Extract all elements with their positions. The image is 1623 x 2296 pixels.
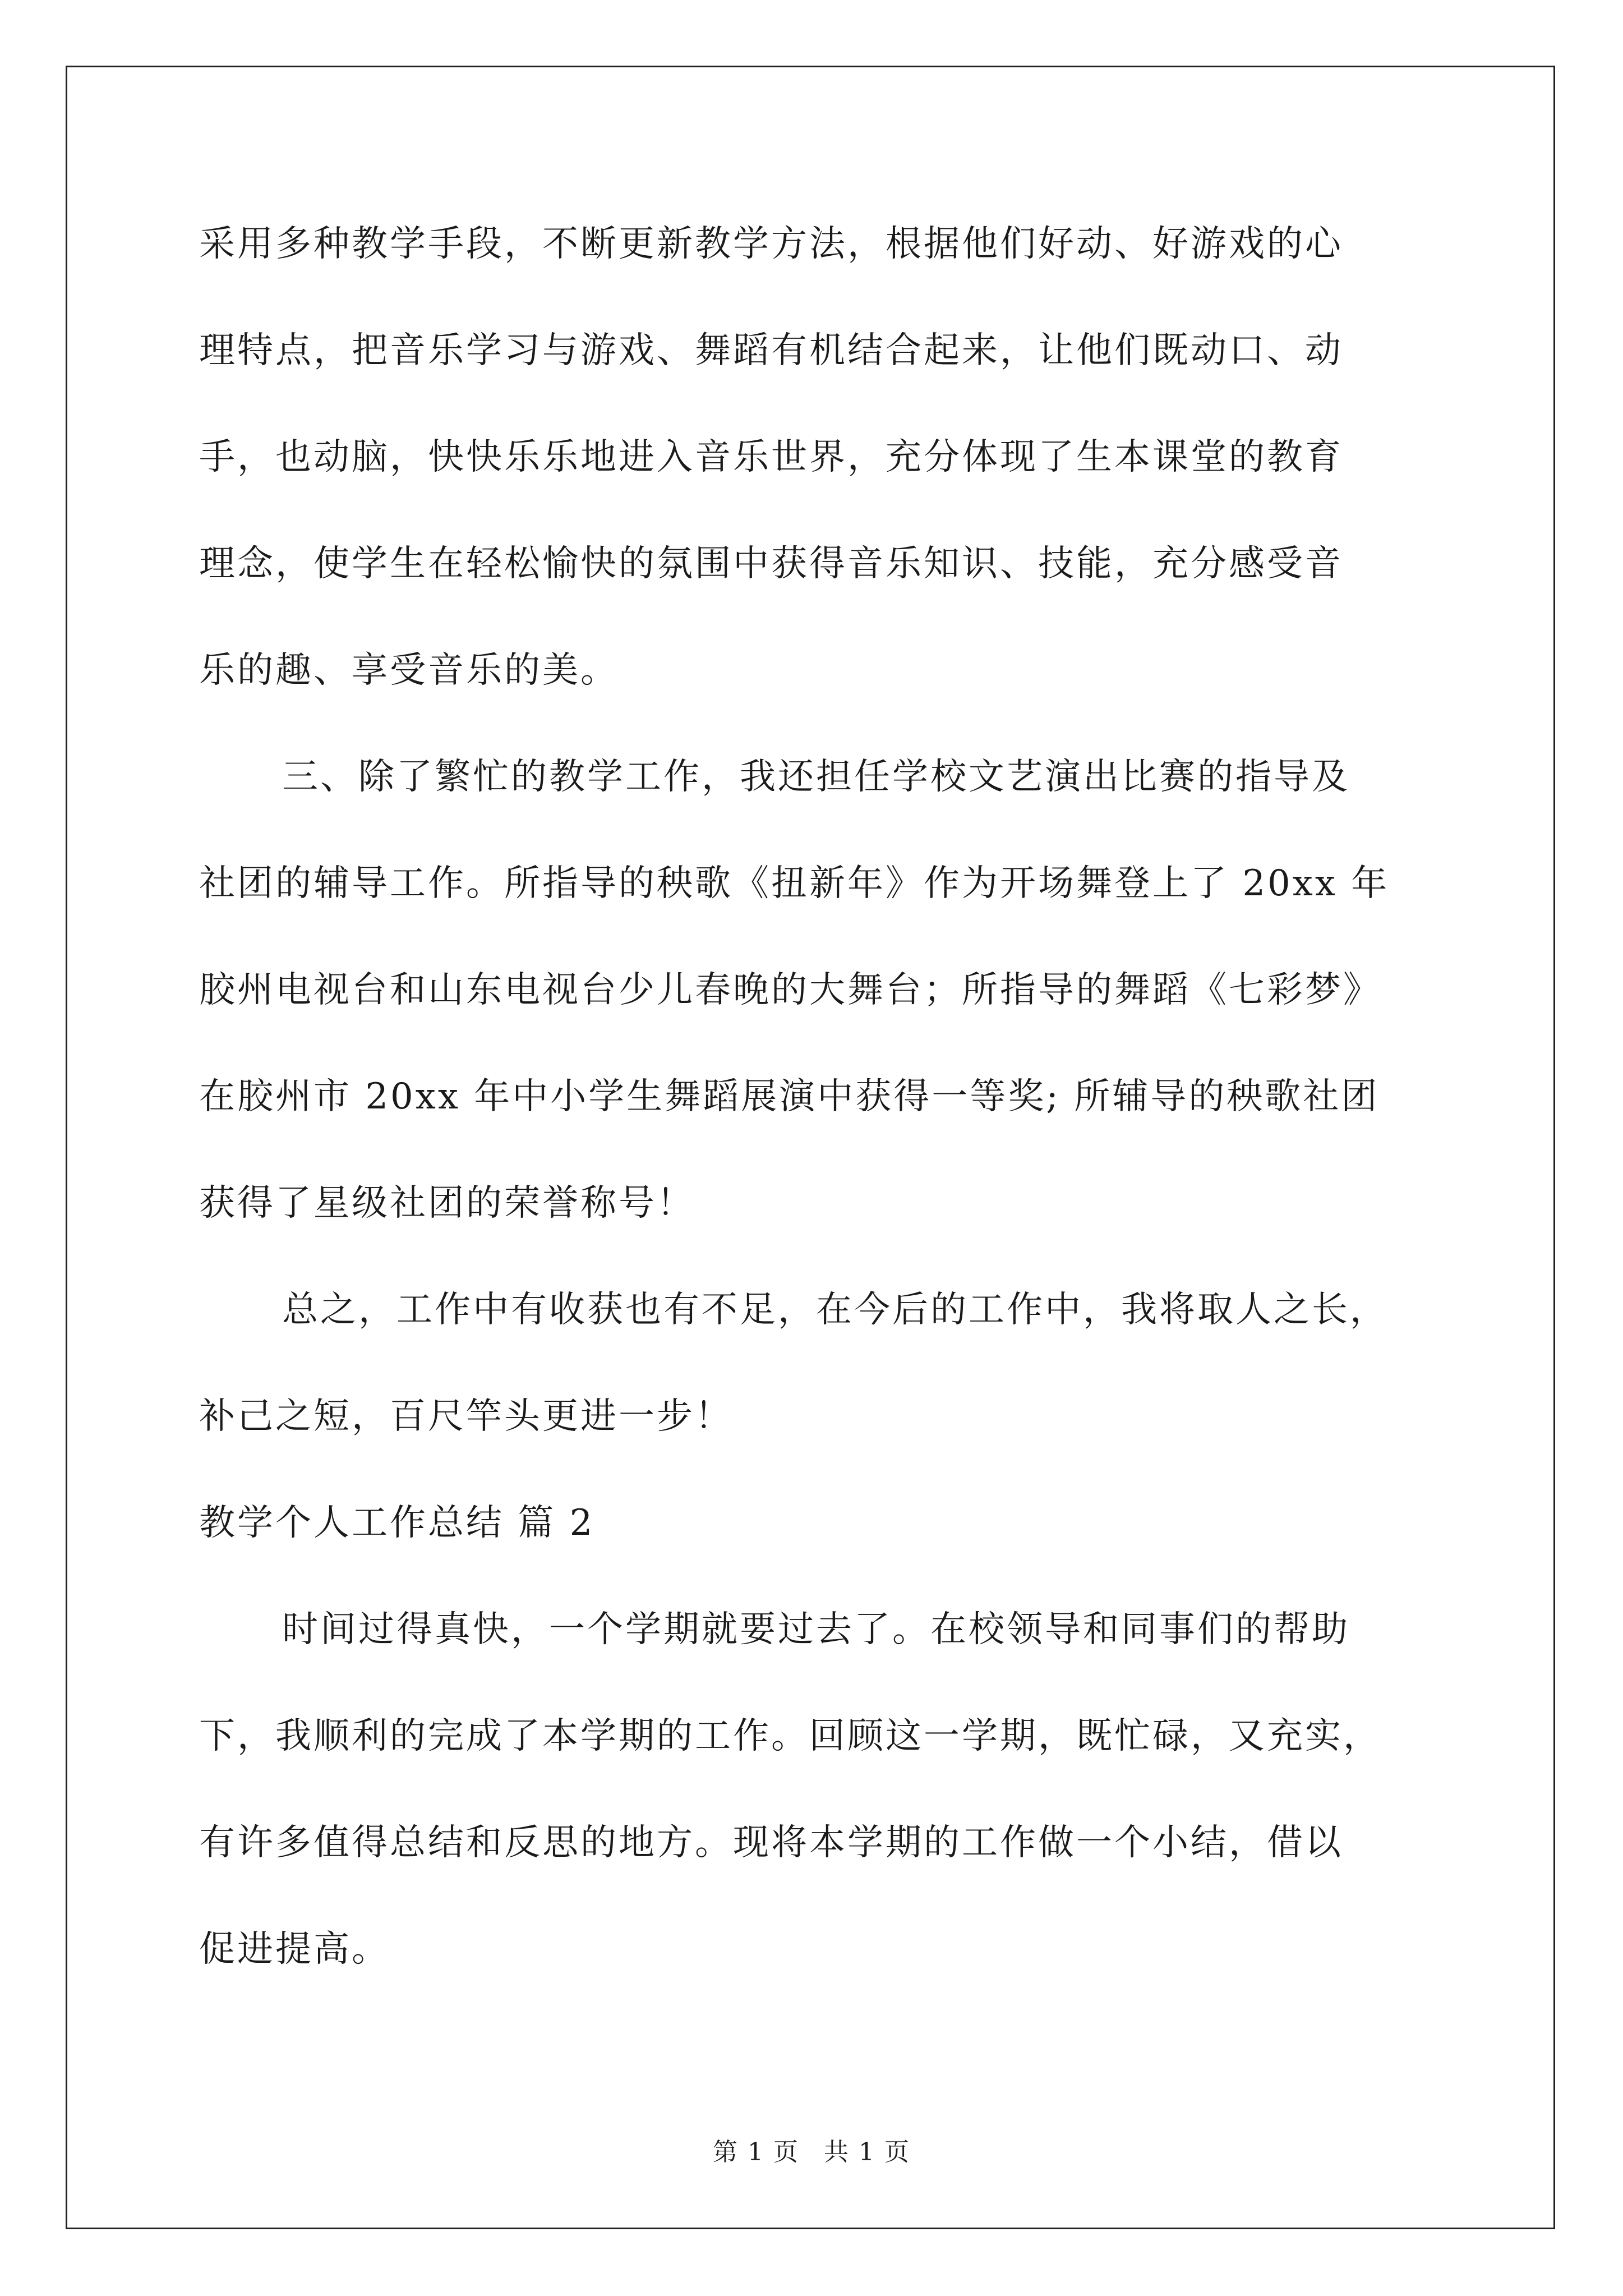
text-line-7: 社团的辅导工作。所指导的秧歌《扭新年》作为开场舞登上了 20xx 年 <box>199 863 1390 904</box>
text-line-2: 理特点，把音乐学习与游戏、舞蹈有机结合起来，让他们既动口、动 <box>199 330 1343 371</box>
page-number: 第 1 页 <box>713 2138 799 2166</box>
text-line-3: 手，也动脑，快快乐乐地进入音乐世界，充分体现了生本课堂的教育 <box>199 436 1343 478</box>
section-heading: 教学个人工作总结 篇 2 <box>199 1502 595 1544</box>
page-footer <box>0 2132 1623 2168</box>
text-line-8: 胶州电视台和山东电视台少儿春晚的大舞台；所指导的舞蹈《七彩梦》 <box>199 969 1381 1011</box>
text-line-5: 乐的趣、享受音乐的美。 <box>199 650 619 691</box>
text-line-10: 获得了星级社团的荣誉称号！ <box>199 1182 695 1224</box>
document-body <box>199 213 1433 2025</box>
text-line-1: 采用多种教学手段，不断更新教学方法，根据他们好动、好游戏的心 <box>199 223 1343 265</box>
text-line-9: 在胶州市 20xx 年中小学生舞蹈展演中获得一等奖; 所辅导的秧歌社团 <box>199 1076 1380 1117</box>
text-line-17: 促进提高。 <box>199 1929 390 1970</box>
text-line-4: 理念，使学生在轻松愉快的氛围中获得音乐知识、技能，充分感受音 <box>199 543 1343 585</box>
text-line-14: 时间过得真快，一个学期就要过去了。在校领导和同事们的帮助 <box>282 1609 1350 1650</box>
text-line-6: 三、除了繁忙的教学工作，我还担任学校文艺演出比赛的指导及 <box>282 756 1350 798</box>
text-line-11: 总之，工作中有收获也有不足，在今后的工作中，我将取人之长， <box>282 1289 1388 1331</box>
text-line-12: 补己之短，百尺竿头更进一步！ <box>199 1396 733 1437</box>
text-line-15: 下，我顺利的完成了本学期的工作。回顾这一学期，既忙碌，又充实， <box>199 1715 1381 1757</box>
page-total: 共 1 页 <box>824 2138 910 2166</box>
text-line-16: 有许多值得总结和反思的地方。现将本学期的工作做一个小结，借以 <box>199 1822 1343 1864</box>
